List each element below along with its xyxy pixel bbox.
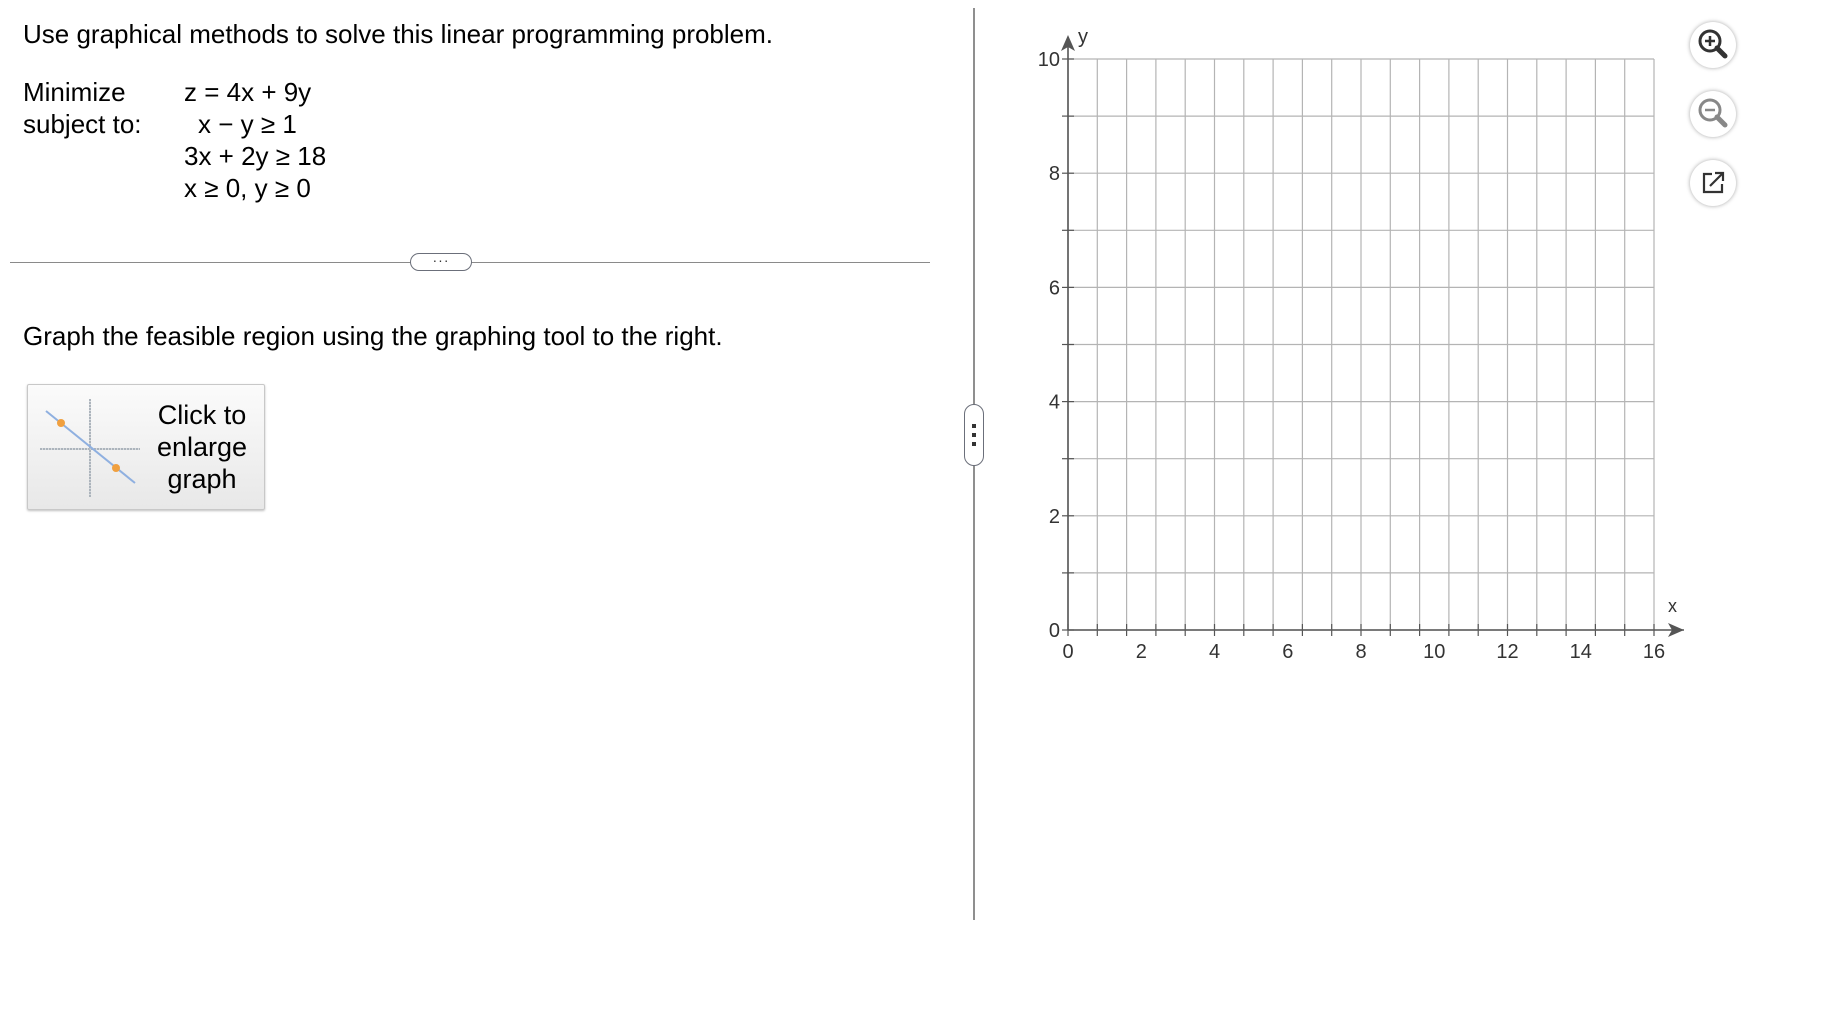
divider-handle[interactable]: ··· bbox=[410, 253, 472, 271]
x-tick-label: 12 bbox=[1496, 641, 1519, 663]
y-tick-label: 10 bbox=[1037, 49, 1060, 71]
zoom-out-icon bbox=[1690, 91, 1736, 137]
zoom-in-icon bbox=[1690, 22, 1736, 68]
pane-splitter-handle[interactable] bbox=[964, 404, 984, 466]
constraint-1: x − y ≥ 1 bbox=[198, 109, 297, 139]
objective-function: z = 4x + 9y bbox=[184, 77, 312, 107]
enlarge-graph-label bbox=[146, 399, 258, 495]
constraint-2: 3x + 2y ≥ 18 bbox=[184, 141, 327, 171]
y-axis-label: y bbox=[1078, 26, 1088, 48]
enlarge-label-line-1: Click to bbox=[157, 400, 247, 430]
x-tick-label: 14 bbox=[1569, 641, 1592, 663]
x-tick-label: 16 bbox=[1642, 641, 1666, 663]
x-tick-label: 4 bbox=[1208, 641, 1221, 663]
constraint-3: x ≥ 0, y ≥ 0 bbox=[184, 173, 311, 203]
subject-to-label: subject to: bbox=[23, 109, 142, 139]
y-tick-label: 8 bbox=[1048, 163, 1060, 186]
instruction-text: Use graphical methods to solve this linear programming problem. bbox=[23, 19, 774, 49]
x-tick-label: 2 bbox=[1135, 641, 1147, 663]
x-tick-label: 10 bbox=[1423, 641, 1446, 663]
minimize-label: Minimize bbox=[23, 77, 126, 107]
zoom-in-button[interactable] bbox=[1690, 22, 1736, 68]
graph-prompt-text: Graph the feasible region using the graphing tool to the right. bbox=[23, 321, 723, 351]
popout-button[interactable] bbox=[1690, 160, 1736, 206]
y-tick-label: 2 bbox=[1048, 505, 1060, 528]
enlarge-label-line-2: enlarge bbox=[156, 432, 248, 462]
external-link-icon bbox=[1690, 160, 1736, 206]
x-tick-label: 8 bbox=[1355, 641, 1367, 663]
y-tick-label: 6 bbox=[1048, 277, 1060, 300]
y-tick-label: 0 bbox=[1048, 620, 1060, 642]
graph-thumbnail-icon bbox=[40, 399, 140, 497]
y-tick-label: 4 bbox=[1048, 391, 1060, 414]
x-tick-label: 6 bbox=[1282, 641, 1294, 663]
enlarge-graph-button[interactable] bbox=[27, 384, 265, 510]
zoom-out-button[interactable] bbox=[1690, 91, 1736, 137]
enlarge-label-line-3: graph bbox=[167, 464, 237, 494]
x-tick-label: 0 bbox=[1062, 641, 1074, 663]
splitter-grip-icon bbox=[972, 424, 976, 446]
graphing-tool[interactable] bbox=[1000, 14, 1700, 694]
x-axis-label: x bbox=[1668, 596, 1677, 616]
